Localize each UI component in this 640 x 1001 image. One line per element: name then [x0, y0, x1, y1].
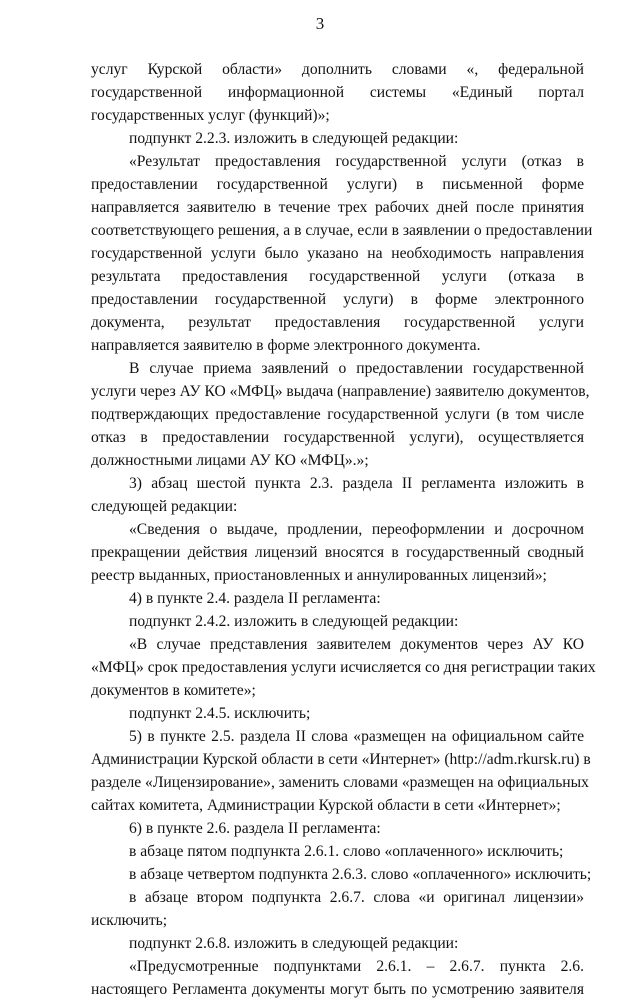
text-line: подпункт 2.4.2. изложить в следующей редакции: — [129, 613, 459, 630]
text-line: предоставлении государственной услуги) в письменной форме — [91, 176, 584, 193]
text-line: документа, результат предоставления государственной услуги — [91, 314, 584, 331]
text-line: в абзаце пятом подпункта 2.6.1. слово «оплаченного» исключить; — [129, 843, 564, 860]
text-line: Администрации Курской области в сети «Интернет» (http://adm.rkursk.ru) в — [91, 751, 591, 768]
text-line: реестр выданных, приостановленных и аннулированных лицензий»; — [91, 567, 547, 584]
text-line: государственной информационной системы «Единый портал — [91, 84, 584, 101]
text-line: сайтах комитета, Администрации Курской области в сети «Интернет»; — [91, 797, 561, 814]
text-line: «В случае представления заявителем документов через АУ КО — [129, 636, 584, 653]
text-line: документов в комитете»; — [91, 682, 256, 699]
text-line: прекращении действия лицензий вносятся в государственный сводный — [91, 544, 584, 561]
text-line: разделе «Лицензирование», заменить словами «размещен на официальных — [91, 774, 589, 791]
text-line: 5) в пункте 2.5. раздела II слова «размещен на официальном сайте — [129, 728, 584, 745]
text-line: подтверждающих предоставление государственной услуги (в том числе — [91, 406, 584, 423]
text-line: подпункт 2.4.5. исключить; — [129, 705, 311, 722]
text-line: «Сведения о выдаче, продлении, переоформлении и досрочном — [129, 521, 584, 538]
text-line: подпункт 2.2.3. изложить в следующей редакции: — [129, 130, 459, 147]
text-line: услуги через АУ КО «МФЦ» выдача (направление) заявителю документов, — [91, 383, 590, 400]
text-line: государственных услуг (функций)»; — [91, 107, 330, 124]
text-line: «МФЦ» срок предоставления услуги исчисляется со дня регистрации таких — [91, 659, 596, 676]
text-line: предоставлении государственной услуги) в форме электронного — [91, 291, 584, 308]
text-line: услуг Курской области» дополнить словами «, федеральной — [91, 61, 584, 78]
text-line: в абзаце четвертом подпункта 2.6.3. слово «оплаченного» исключить; — [129, 866, 592, 883]
text-line: 6) в пункте 2.6. раздела II регламента: — [129, 820, 381, 837]
text-line: исключить; — [91, 912, 168, 929]
text-line: государственной услуги было указано на необходимость направления — [91, 245, 584, 262]
text-line: соответствующего решения, а в случае, если в заявлении о предоставлении — [91, 222, 593, 239]
text-line: результата предоставления государственной услуги (отказа в — [91, 268, 584, 285]
text-line: 4) в пункте 2.4. раздела II регламента: — [129, 590, 381, 607]
text-line: настоящего Регламента документы могут быть по усмотрению заявителя — [91, 981, 584, 998]
text-line: «Результат предоставления государственной услуги (отказ в — [129, 153, 584, 170]
text-line: следующей редакции: — [91, 498, 238, 515]
text-line: «Предусмотренные подпунктами 2.6.1. – 2.6.7. пункта 2.6. — [129, 958, 584, 975]
text-line: направляется заявителю в течение трех рабочих дней после принятия — [91, 199, 584, 216]
text-line: в абзаце втором подпункта 2.6.7. слова «и оригинал лицензии» — [129, 889, 584, 906]
text-line: отказ в предоставлении государственной услуги), осуществляется — [91, 429, 584, 446]
text-line: В случае приема заявлений о предоставлении государственной — [129, 360, 584, 377]
text-line: должностными лицами АУ КО «МФЦ».»; — [91, 452, 369, 469]
document-body — [91, 58, 596, 1001]
text-line: подпункт 2.6.8. изложить в следующей редакции: — [129, 935, 459, 952]
text-line: 3) абзац шестой пункта 2.3. раздела II регламента изложить в — [129, 475, 584, 492]
page-number: 3 — [315, 14, 325, 33]
text-line: направляется заявителю в форме электронного документа. — [91, 337, 481, 354]
